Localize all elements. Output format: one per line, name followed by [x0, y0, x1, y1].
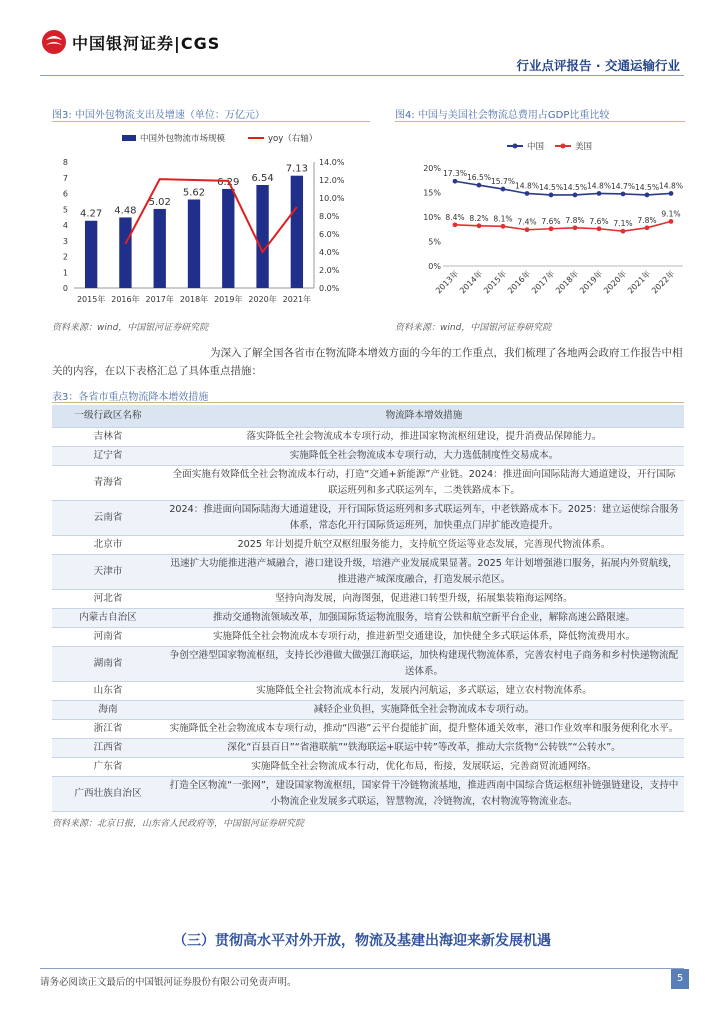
data-point — [645, 193, 650, 198]
data-point — [669, 191, 674, 196]
measures-cell: 减轻企业负担，实施降低全社会物流成本专项行动。 — [164, 700, 684, 719]
table-row — [52, 757, 684, 776]
y-tick-label: 15% — [423, 188, 441, 198]
cgs-logo-icon — [40, 28, 68, 56]
y-tick-label: 7 — [62, 173, 68, 183]
measures-cell: 推动交通物流领域改革，加强国际货运物流服务，培育公铁和航空新平台企业，解除高速公路限速。 — [164, 608, 684, 627]
province-cell: 海南 — [52, 700, 164, 719]
data-point — [525, 227, 530, 232]
bar-value-label: 4.48 — [114, 205, 137, 217]
column-header-province: 一级行政区名称 — [52, 405, 164, 427]
data-label: 7.4% — [517, 217, 537, 227]
data-label: 7.8% — [565, 215, 585, 225]
data-point — [669, 219, 674, 224]
x-tick-label: 2017年 — [529, 269, 557, 296]
table-row — [52, 608, 684, 627]
province-cell: 内蒙古自治区 — [52, 608, 164, 627]
province-cell: 青海省 — [52, 465, 164, 500]
table-row — [52, 589, 684, 608]
data-label: 14.8% — [514, 181, 540, 191]
x-tick-label: 2019年 — [577, 269, 605, 296]
legend-bar-label: 中国外包物流市场规模 — [140, 134, 226, 144]
table-row — [52, 681, 684, 700]
data-label: 7.1% — [613, 219, 633, 229]
data-label: 17.3% — [442, 169, 468, 179]
data-point — [597, 191, 602, 196]
table-row — [52, 719, 684, 738]
y-tick-label: 8 — [62, 158, 68, 167]
table-row — [52, 465, 684, 500]
province-cell: 北京市 — [52, 535, 164, 554]
table-row — [52, 427, 684, 446]
data-label: 14.7% — [610, 181, 636, 191]
x-tick-label: 2017年 — [145, 295, 174, 304]
data-label: 8.1% — [493, 214, 513, 224]
table-source: 资料来源：北京日报，山东省人民政府等，中国银河证券研究院 — [52, 819, 305, 829]
data-point — [477, 223, 482, 228]
table-title: 表3：各省市重点物流降本增效措施 — [52, 392, 209, 403]
data-label: 7.6% — [589, 216, 609, 226]
y-tick-label: 5 — [62, 205, 68, 215]
legend-bar-swatch — [122, 135, 136, 141]
data-label: 7.8% — [637, 215, 657, 225]
table-row — [52, 646, 684, 681]
province-cell: 辽宁省 — [52, 446, 164, 465]
figure4-title-rule — [395, 121, 685, 122]
data-label: 8.4% — [445, 212, 465, 222]
data-label: 14.8% — [586, 181, 612, 191]
y-tick-label: 4 — [62, 221, 68, 230]
y2-tick-label: 10.0% — [319, 194, 345, 203]
x-tick-label: 2020年 — [248, 295, 277, 304]
x-tick-label: 2016年 — [111, 295, 140, 304]
measures-cell: 实施降低全社会物流成本专项行动，推进新型交通建设，加快健全多式联运体系，降低物流费用水。 — [164, 627, 684, 646]
page-number: 5 — [671, 969, 689, 989]
bar — [291, 176, 303, 288]
table-row — [52, 500, 684, 535]
figure3-title: 图3: 中国外包物流支出及增速（单位：万亿元） — [52, 110, 265, 121]
measures-cell: 全面实施有效降低全社会物流成本行动，打造“交通+新能源”产业链。2024：推进面向国际陆海大通道建设，开行国际联运班列和多式联运列车，二类铁路成本下。 — [164, 465, 684, 500]
y-tick-label: 0 — [62, 284, 68, 293]
measures-cell: 争创空港型国家物流枢纽，支持长沙港做大做强江海联运，加快构建现代物流体系，完善农村电子商务和乡村快递物流配送体系。 — [164, 646, 684, 681]
table-row — [52, 554, 684, 589]
measures-cell: 坚持向海发展，向海图强，促进港口转型升级，拓展集装箱海运网络。 — [164, 589, 684, 608]
x-tick-label: 2019年 — [214, 295, 243, 304]
data-point — [501, 187, 506, 192]
legend-line-label: yoy（右轴） — [268, 134, 318, 144]
province-cell: 江西省 — [52, 738, 164, 757]
x-tick-label: 2021年 — [625, 269, 653, 296]
measures-cell: 深化“百县百日”“省港联航”“铁海联运+联运中转”等改革，推动大宗货物“公转铁”“公转水”。 — [164, 738, 684, 757]
table-row — [52, 446, 684, 465]
measures-cell: 迅速扩大功能推进港产城融合，港口建设升级，培港产业发展成果显著。2025 年计划增强港口服务，拓展内外贸航线，推进港产城深度融合，打造发展示范区。 — [164, 554, 684, 589]
province-cell: 广西壮族自治区 — [52, 776, 164, 811]
x-tick-label: 2014年 — [457, 269, 485, 296]
province-cell: 吉林省 — [52, 427, 164, 446]
province-cell: 河南省 — [52, 627, 164, 646]
bar-value-label: 4.27 — [80, 208, 103, 220]
y2-tick-label: 8.0% — [319, 212, 340, 221]
data-point — [597, 226, 602, 231]
legend-us-label: 美国 — [575, 142, 593, 152]
province-cell: 湖南省 — [52, 646, 164, 681]
y2-tick-label: 12.0% — [319, 176, 345, 185]
data-label: 14.5% — [562, 182, 588, 192]
y-tick-label: 1 — [62, 268, 68, 278]
y-tick-label: 20% — [423, 164, 441, 173]
bar — [154, 209, 166, 288]
x-tick-label: 2016年 — [505, 269, 533, 296]
y-tick-label: 0% — [428, 262, 441, 271]
footer-divider — [40, 968, 684, 969]
table-row — [52, 738, 684, 757]
header-divider — [40, 75, 684, 76]
figure3-chart — [52, 126, 370, 312]
y2-tick-label: 6.0% — [319, 230, 340, 239]
report-type-label: 行业点评报告 · 交通运输行业 — [516, 58, 680, 73]
data-point — [453, 179, 458, 184]
legend-us-marker — [561, 144, 566, 149]
bar — [256, 185, 268, 288]
data-label: 15.7% — [490, 177, 516, 187]
y-tick-label: 5% — [428, 237, 441, 247]
y2-tick-label: 0.0% — [319, 284, 340, 293]
data-label: 16.5% — [466, 173, 492, 183]
bar-value-label: 5.02 — [148, 196, 171, 208]
province-cell: 河北省 — [52, 589, 164, 608]
figure4-title: 图4: 中国与美国社会物流总费用占GDP比重比较 — [395, 110, 610, 121]
data-point — [525, 191, 530, 196]
data-point — [621, 229, 626, 234]
data-label: 14.8% — [658, 181, 684, 191]
data-label: 7.6% — [541, 216, 561, 226]
table-title-rule — [52, 402, 684, 403]
footer-disclaimer: 请务必阅读正文最后的中国银河证券股份有限公司免责声明。 — [40, 977, 297, 988]
body-paragraph: 为深入了解全国各省市在物流降本增效方面的今年的工作重点，我们梳理了各地两会政府工作报告中相关的内容，在以下表格汇总了具体重点措施： — [52, 347, 683, 377]
x-tick-label: 2020年 — [601, 269, 629, 296]
figure4-chart — [395, 126, 687, 312]
x-tick-label: 2018年 — [553, 269, 581, 296]
figure3-source: 资料来源：wind，中国银河证券研究院 — [52, 323, 209, 333]
data-label: 8.2% — [469, 213, 489, 223]
measures-cell: 实施降低全社会物流成本行动，发展内河航运，多式联运，建立农村物流体系。 — [164, 681, 684, 700]
data-point — [573, 193, 578, 198]
table-row — [52, 700, 684, 719]
bar-value-label: 6.29 — [217, 176, 240, 188]
column-header-measures: 物流降本增效措施 — [164, 405, 684, 427]
y-tick-label: 3 — [62, 236, 68, 246]
x-tick-label: 2015年 — [76, 295, 106, 304]
province-cell: 云南省 — [52, 500, 164, 535]
table-row — [52, 627, 684, 646]
data-point — [573, 225, 578, 230]
y-tick-label: 10% — [423, 213, 441, 222]
data-point — [477, 183, 482, 188]
measures-cell: 落实降低全社会物流成本专项行动，推进国家物流枢纽建设，提升消费品保障能力。 — [164, 427, 684, 446]
bar-value-label: 7.13 — [285, 163, 308, 175]
data-label: 14.5% — [538, 182, 564, 192]
data-point — [453, 222, 458, 227]
table-row — [52, 776, 684, 811]
measures-cell: 打造全区物流“一张网”，建设国家物流枢纽，国家骨干冷链物流基地，推进西南中国综合货运枢纽补链强链建设，支持中小物流企业发展多式联运，智慧物流，冷链物流，农村物流等物流业态。 — [164, 776, 684, 811]
y2-tick-label: 4.0% — [319, 248, 340, 257]
table-row — [52, 535, 684, 554]
data-label: 14.5% — [634, 182, 660, 192]
bar — [119, 217, 131, 288]
y2-tick-label: 2.0% — [319, 266, 340, 275]
table-header-row — [52, 405, 684, 427]
data-point — [645, 225, 650, 230]
data-point — [621, 192, 626, 197]
figure3-title-rule — [52, 121, 370, 122]
x-tick-label: 2018年 — [179, 295, 209, 304]
data-point — [549, 226, 554, 231]
bar-value-label: 5.62 — [182, 187, 206, 199]
x-tick-label: 2022年 — [649, 269, 677, 296]
x-tick-label: 2015年 — [481, 269, 509, 296]
province-cell: 浙江省 — [52, 719, 164, 738]
figure4-source: 资料来源：wind，中国银河证券研究院 — [395, 323, 552, 333]
measures-cell: 实施降低全社会物流成本行动，优化布局，衔接，发展联运，完善商贸流通网络。 — [164, 757, 684, 776]
province-cell: 天津市 — [52, 554, 164, 589]
bar — [222, 189, 234, 288]
x-tick-label: 2021年 — [282, 295, 312, 304]
measures-cell: 2024：推进面向国际陆海大通道建设，开行国际货运班列和多式联运列车，中老铁路成本下。2025：建立运使综合服务体系，常态化开行国际货运班列，加快重点门岸扩能改造提升。 — [164, 500, 684, 535]
bar-value-label: 6.54 — [251, 172, 274, 184]
province-cell: 广东省 — [52, 757, 164, 776]
x-tick-label: 2013年 — [433, 269, 461, 296]
measures-cell: 2025 年计划提升航空双枢纽服务能力，支持航空货运等业态发展，完善现代物流体系。 — [164, 535, 684, 554]
province-cell: 山东省 — [52, 681, 164, 700]
section-heading: （三）贯彻高水平对外开放，物流及基建出海迎来新发展机遇 — [173, 933, 551, 949]
data-point — [501, 224, 506, 229]
measures-cell: 实施降低全社会物流成本专项行动，推动“四港”云平台提能扩面，提升整体通关效率，港口作业效率和服务便利化水平。 — [164, 719, 684, 738]
measures-table — [52, 405, 684, 812]
y-tick-label: 2 — [62, 252, 68, 262]
data-label: 9.1% — [661, 209, 681, 219]
bar — [188, 199, 200, 288]
y-tick-label: 6 — [62, 189, 68, 199]
legend-cn-label: 中国 — [527, 142, 545, 152]
data-point — [549, 193, 554, 198]
company-logo-text: 中国银河证券|CGS — [72, 34, 221, 53]
measures-cell: 实施降低全社会物流成本专项行动，大力选低制度性交易成本。 — [164, 446, 684, 465]
legend-cn-marker — [513, 144, 518, 149]
bar — [85, 221, 97, 288]
y2-tick-label: 14.0% — [319, 158, 345, 167]
